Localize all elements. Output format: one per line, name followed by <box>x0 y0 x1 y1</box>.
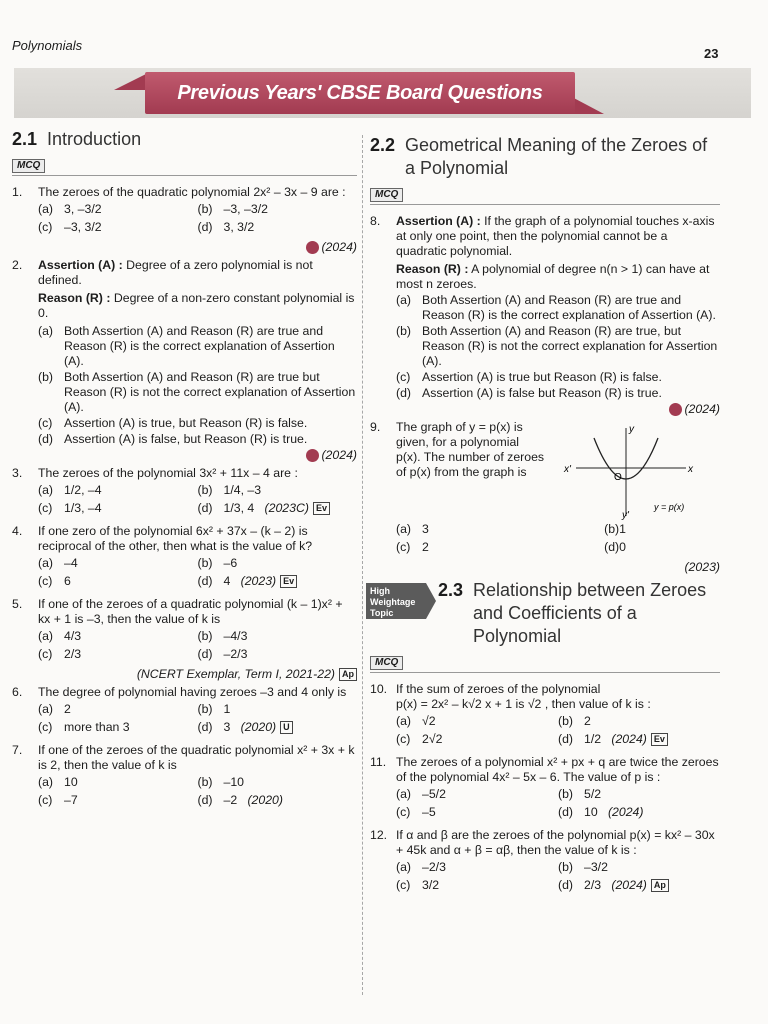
question-text: The degree of polynomial having zeroes –3 and 4 only is <box>38 685 347 699</box>
polynomial-graph <box>546 420 696 520</box>
option-b: 1 <box>223 702 231 716</box>
column-divider <box>362 135 363 995</box>
chapter-title: Polynomials <box>12 38 83 53</box>
mcq-label: MCQ <box>370 188 403 202</box>
reason-label: Reason (R) : <box>38 291 111 305</box>
year: (2024) <box>684 402 720 416</box>
question-10: 10. If the sum of zeroes of the polynomial p(x) = 2x² – k√2 x + 1 is √2 , then value of k is : (a) √2 (b) 2 (c) 2√2 (d) 1/2 (2024) Ev <box>370 682 720 752</box>
section-title: Geometrical Meaning of the Zeroes of a Polynomial <box>405 135 708 178</box>
question-4: 4. If one zero of the polynomial 6x² + 37x – (k – 2) is reciprocal of the other, then what is the value of k? (a) –4 (b) –6 (c) 6 (d) 4 (2023) Ev <box>12 524 357 594</box>
option-c: –3, 3/2 <box>64 220 102 234</box>
badge-shape <box>366 579 438 623</box>
year: (NCERT Exemplar, Term I, 2021-22) <box>136 667 335 681</box>
option-c: –7 <box>64 793 78 807</box>
option-a: –2/3 <box>422 860 446 874</box>
difficulty-tag: Ev <box>280 575 297 588</box>
option-d: 2/3 <box>584 878 602 892</box>
y-prime-label: y' <box>622 510 629 520</box>
section-heading-2-1 <box>12 128 357 151</box>
section-heading-2-3 <box>366 579 720 648</box>
reason-text: A polynomial of degree n(n > 1) can have at most n zeroes. <box>396 262 710 291</box>
page-number: 23 <box>704 46 719 61</box>
option-a: √2 <box>422 714 436 728</box>
option-a: –5/2 <box>422 787 446 801</box>
question-8: 8. Assertion (A) : If the graph of a polynomial touches x-axis at only one point, then the polynomial cannot be a quadratic polynomial. Reason (R) : A polynomial of degree n(n > 1) can have at most n zeroes. (a) Both Assertion (A) and Reason (R) are true and Reason (R) is the correct explanation of Assertion (A). (b) Both Assertion (A) and Reason (R) are true, but Reason (R) is not the correct explanation for Assertion (A). (c) Assertion (A) is true but Reason (R) is false. (d) Assertion (A) is false but Reason (R) is true. (2024) <box>370 214 720 416</box>
option-a: Both Assertion (A) and Reason (R) are true and Reason (R) is the correct explanation of Assertion (A). <box>422 293 716 322</box>
option-b: –3/2 <box>584 860 608 874</box>
option-d: Assertion (A) is false but Reason (R) is true. <box>422 386 662 400</box>
left-column <box>12 128 357 816</box>
question-1 <box>12 185 357 255</box>
option-d: 1/3, 4 <box>223 501 255 515</box>
question-number: 8. <box>370 214 381 228</box>
year: (2024) <box>321 448 357 462</box>
section-banner: Previous Years' CBSE Board Questions <box>145 72 575 114</box>
origin-label: O <box>614 472 622 483</box>
reason-label: Reason (R) : <box>396 262 469 276</box>
assertion <box>396 214 720 259</box>
right-column <box>370 134 720 901</box>
option-b: –6 <box>223 556 238 570</box>
assertion <box>38 258 357 288</box>
option-a: 4/3 <box>64 629 82 643</box>
question-text: The zeroes of the quadratic polynomial 2x² – 3x – 9 are : <box>38 185 346 199</box>
question-text: If α and β are the zeroes of the polynomial p(x) = kx² – 30x + 45k and α + β = αβ, then the value of k is : <box>396 828 715 857</box>
year: (2023) <box>240 574 277 588</box>
reason <box>396 262 720 292</box>
question-number: 12. <box>370 828 388 842</box>
option-c: 3/2 <box>422 878 440 892</box>
year: (2023) <box>684 560 720 574</box>
assertion-label: Assertion (A) : <box>38 258 123 272</box>
high-weightage-badge <box>366 579 438 623</box>
question-number: 1. <box>12 185 23 199</box>
section-number: 2.3 <box>438 580 464 600</box>
video-solution-icon <box>306 241 319 254</box>
option-c: 2 <box>422 540 429 554</box>
year: (2024) <box>611 732 647 746</box>
question-12: 12. If α and β are the zeroes of the polynomial p(x) = kx² – 30x + 45k and α + β = αβ, then the value of k is : (a) –2/3 (b) –3/2 (c) 3/2 (d) 2/3 (2024) Ap <box>370 828 720 898</box>
difficulty-tag: U <box>280 721 293 734</box>
video-solution-icon <box>669 403 682 416</box>
mcq-divider <box>370 186 720 205</box>
option-c: 2√2 <box>422 732 443 746</box>
option-a: –4 <box>64 556 78 570</box>
question-text: If one of the zeroes of the quadratic polynomial x² + 3x + k is 2, then the value of k is <box>38 743 355 772</box>
option-c: 6 <box>64 574 71 588</box>
option-a: 3, –3/2 <box>64 202 102 216</box>
difficulty-tag: Ev <box>651 733 668 746</box>
section-number: 2.1 <box>12 129 38 149</box>
assertion-text: If the graph of a polynomial touches x-axis at only one point, then the polynomial cannot be a quadratic polynomial. <box>396 214 715 258</box>
video-solution-icon <box>306 449 319 462</box>
option-d: 3 <box>223 720 231 734</box>
question-3: 3. The zeroes of the polynomial 3x² + 11x – 4 are : (a) 1/2, –4 (b) 1/4, –3 (c) 1/3, –4 (d) 1/3, 4 (2023C) Ev <box>12 466 357 521</box>
option-b: 1/4, –3 <box>223 483 262 497</box>
question-number: 7. <box>12 743 23 757</box>
question-number: 11. <box>370 755 387 769</box>
option-b: Both Assertion (A) and Reason (R) are true, but Reason (R) is not the correct explanation for Assertion (A). <box>422 324 718 368</box>
question-number: 3. <box>12 466 23 480</box>
reason-text: Degree of a non-zero constant polynomial is 0. <box>38 291 355 320</box>
option-a: Both Assertion (A) and Reason (R) are true and Reason (R) is the correct explanation of Assertion (A). <box>64 324 335 368</box>
option-d: 4 <box>223 574 231 588</box>
year: (2024) <box>611 878 647 892</box>
year: (2020) <box>247 793 283 807</box>
question-text: The graph of y = p(x) is given, for a polynomial p(x). The number of zeroes of p(x) from the graph is <box>396 420 545 479</box>
question-number: 5. <box>12 597 23 611</box>
option-d: Assertion (A) is false, but Reason (R) is true. <box>64 432 308 446</box>
question-11: 11. The zeroes of a polynomial x² + px + q are twice the zeroes of the polynomial 4x² – 5x – 6. The value of p is : (a) –5/2 (b) 5/2 (c) –5 (d) 10 (2024) <box>370 755 720 825</box>
option-a: 1/2, –4 <box>64 483 102 497</box>
question-6: 6. The degree of polynomial having zeroes –3 and 4 only is (a) 2 (b) 1 (c) more than 3 (d) 3 (2020) U <box>12 685 357 740</box>
badge-line-2: Weightage <box>370 597 416 607</box>
option-c: –5 <box>422 805 436 819</box>
curve-label: y = p(x) <box>654 502 685 512</box>
question-5: 5. If one of the zeroes of a quadratic polynomial (k – 1)x² + kx + 1 is –3, then the value of k is (a) 4/3 (b) –4/3 (c) 2/3 (d) –2/3 (NCERT Exemplar, Term I, 2021-22) Ap <box>12 597 357 682</box>
badge-line-3: Topic <box>370 608 394 618</box>
assertion-label: Assertion (A) : <box>396 214 481 228</box>
question-text: If one zero of the polynomial 6x² + 37x – (k – 2) is reciprocal of the other, then what is the value of k? <box>38 524 313 553</box>
option-c: 2/3 <box>64 647 82 661</box>
question-2: 2. Assertion (A) : Degree of a zero polynomial is not defined. Reason (R) : Degree of a non-zero constant polynomial is 0. (a) Both Assertion (A) and Reason (R) are true and Reason (R) is the correct explanation of Assertion (A). (b) Both Assertion (A) and Reason (R) are true but Reason (R) is not the correct explanation of Assertion (A). (c) Assertion (A) is true, but Reason (R) is false. (d) Assertion (A) is false, but Reason (R) is true. (2024) <box>12 258 357 462</box>
year: (2024) <box>321 240 357 254</box>
section-number: 2.2 <box>370 135 396 155</box>
option-d: 1/2 <box>584 732 602 746</box>
option-d: –2 <box>223 793 238 807</box>
options: (a) 3, –3/2 (b) –3, –3/2 (c) –3, 3/2 (d) 3, 3/2 <box>38 202 268 234</box>
option-c: Assertion (A) is true, but Reason (R) is false. <box>64 416 308 430</box>
question-text: The zeroes of a polynomial x² + px + q are twice the zeroes of the polynomial 4x² – 5x – 6. The value of p is : <box>396 755 719 784</box>
section-title: Relationship between Zeroes and Coefficients of a Polynomial <box>473 580 707 646</box>
assertion-text: Degree of a zero polynomial is not defined. <box>38 258 313 287</box>
x-label: x <box>688 464 693 475</box>
option-d: 10 <box>584 805 598 819</box>
option-b: 1 <box>619 522 626 536</box>
question-text: The zeroes of the polynomial 3x² + 11x – 4 are : <box>38 466 298 480</box>
option-b: –4/3 <box>223 629 248 643</box>
mcq-divider <box>370 654 720 673</box>
difficulty-tag: Ap <box>339 668 357 681</box>
option-c: 1/3, –4 <box>64 501 102 515</box>
option-d: –2/3 <box>223 647 248 661</box>
option-b: –3, –3/2 <box>223 202 268 216</box>
year: (2020) <box>240 720 277 734</box>
option-c: Assertion (A) is true but Reason (R) is false. <box>422 370 662 384</box>
question-number: 6. <box>12 685 23 699</box>
year: (2024) <box>607 805 644 819</box>
question-text: If one of the zeroes of a quadratic polynomial (k – 1)x² + kx + 1 is –3, then the value of k is <box>38 597 343 626</box>
option-d: 0 <box>619 540 626 554</box>
option-b: 2 <box>584 714 591 728</box>
option-c: more than 3 <box>64 720 130 734</box>
question-number: 2. <box>12 258 23 272</box>
option-a: 10 <box>64 775 78 789</box>
section-title: Introduction <box>47 129 142 149</box>
mcq-divider <box>12 157 357 176</box>
option-b: –10 <box>223 775 245 789</box>
question-9: 9. The graph of y = p(x) is given, for a polynomial p(x). The number of zeroes of p(x) from the graph is x' x y y' O y = p(x) (a) 3 (b)1 (c) 2 (d)0 (2023) <box>370 420 720 574</box>
difficulty-tag: Ap <box>651 879 669 892</box>
question-7: 7. If one of the zeroes of the quadratic polynomial x² + 3x + k is 2, then the value of k is (a) 10 (b) –10 (c) –7 (d) –2 (2020) <box>12 743 357 813</box>
year: (2023C) <box>264 501 309 515</box>
option-b: 5/2 <box>584 787 602 801</box>
y-label: y <box>629 424 634 435</box>
reason <box>38 291 357 321</box>
difficulty-tag: Ev <box>313 502 330 515</box>
mcq-label: MCQ <box>12 159 45 173</box>
question-text: If the sum of zeroes of the polynomial <box>396 682 601 696</box>
section-heading-2-2 <box>370 134 720 180</box>
option-a: 2 <box>64 702 71 716</box>
option-a: 3 <box>422 522 429 536</box>
question-number: 9. <box>370 420 381 434</box>
question-number: 4. <box>12 524 23 538</box>
option-d: 3, 3/2 <box>223 220 255 234</box>
x-prime-label: x' <box>564 464 571 475</box>
badge-line-1: High <box>370 586 390 596</box>
question-text-2: p(x) = 2x² – k√2 x + 1 is √2 , then value of k is : <box>396 697 651 711</box>
mcq-label: MCQ <box>370 656 403 670</box>
option-b: Both Assertion (A) and Reason (R) are true but Reason (R) is not the correct explanation of Assertion (A). <box>64 370 356 414</box>
question-number: 10. <box>370 682 388 696</box>
